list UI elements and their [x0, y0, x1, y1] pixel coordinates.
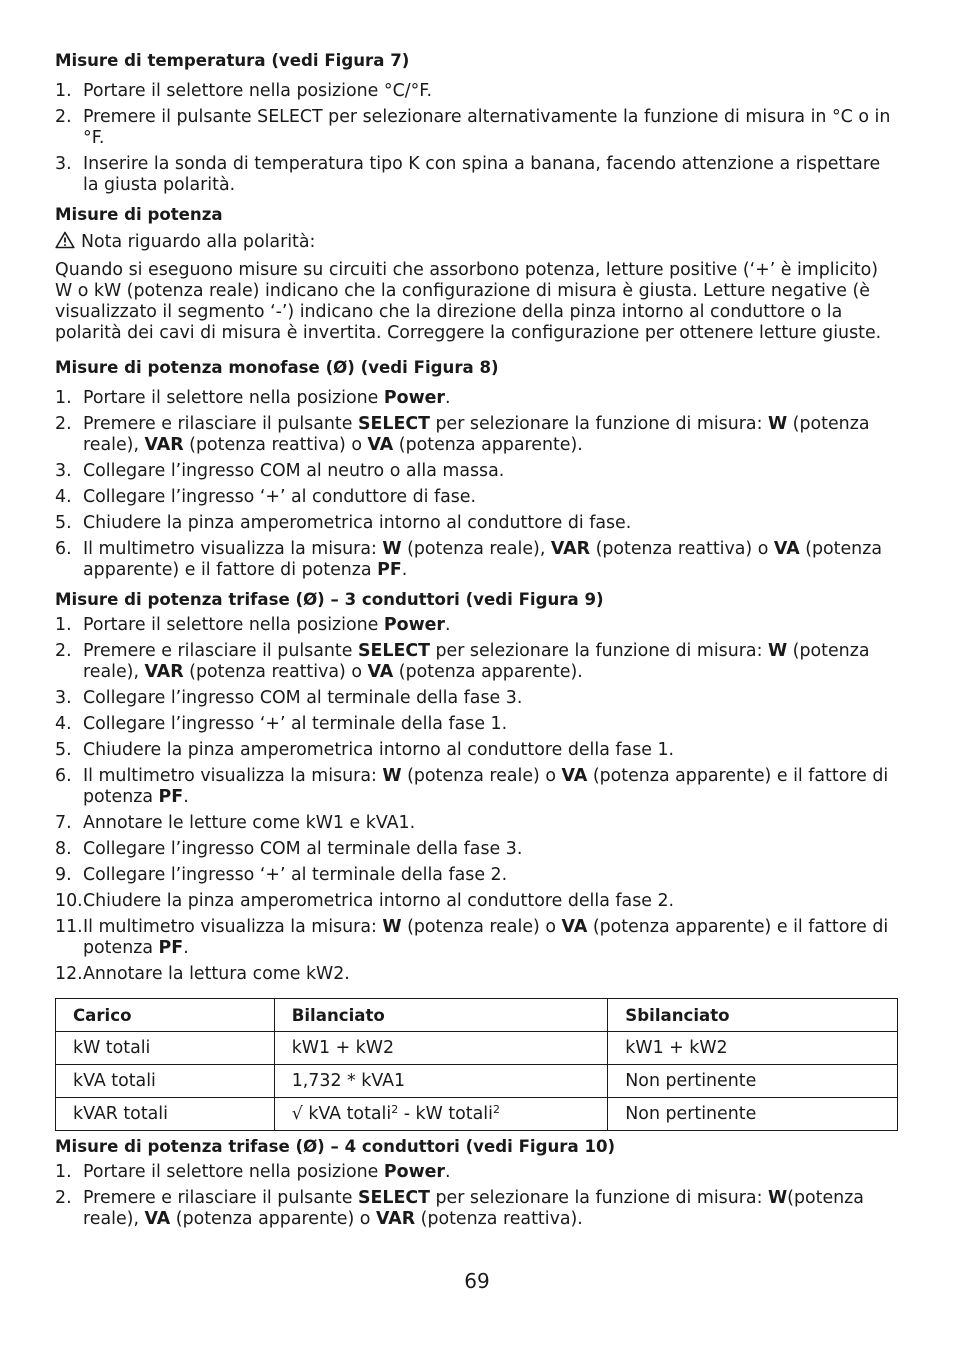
item-text: (potenza reale), [83, 641, 870, 682]
item-bold: PF [158, 938, 184, 958]
item-bold: VAR [144, 435, 184, 455]
item-text: Il multimetro visualizza la misura: [83, 766, 383, 786]
superscript: 2 [391, 1102, 399, 1116]
item-text: Collegare l’ingresso ‘+’ al terminale della fase 2. [83, 865, 508, 885]
item-text: Annotare la lettura come kW2. [83, 964, 350, 984]
item-bold: VA [773, 539, 800, 559]
item-text: . [445, 1162, 451, 1182]
table-cell-formula [274, 1098, 608, 1131]
formula-part: - kW totali [398, 1103, 493, 1124]
item-text: . [183, 787, 189, 807]
item-number: 1. [55, 1162, 72, 1182]
item-text: Premere e rilasciare il pulsante [83, 414, 358, 434]
item-bold: VAR [375, 1209, 416, 1229]
list-item [55, 487, 900, 508]
item-number: 10. [55, 891, 83, 911]
table-row [56, 1065, 898, 1098]
list-item [55, 891, 900, 912]
item-text: Portare il selettore nella posizione [83, 615, 384, 635]
item-bold: W [767, 1188, 788, 1208]
item-text: Inserire la sonda di temperatura tipo K con spina a banana, facendo attenzione a rispettare la giusta polarità. [83, 154, 881, 195]
item-bold: W [767, 641, 788, 661]
item-number: 9. [55, 865, 72, 885]
item-number: 12. [55, 964, 83, 984]
item-text: (potenza apparente). [393, 435, 583, 455]
item-number: 1. [55, 388, 72, 408]
list-item [55, 154, 900, 196]
item-bold: VAR [550, 539, 591, 559]
list-three-phase-4-wire [55, 1162, 900, 1230]
list-single-phase [55, 388, 900, 581]
table-row [56, 1032, 898, 1065]
list-item [55, 688, 900, 709]
item-number: 2. [55, 1188, 72, 1208]
list-item [55, 388, 900, 409]
section-title-three-phase-4-wire: Misure di potenza trifase (Ø) – 4 conduttori (vedi Figura 10) [55, 1137, 616, 1156]
item-number: 5. [55, 740, 72, 760]
item-bold: PF [158, 787, 184, 807]
item-text: per selezionare la funzione di misura: [429, 641, 768, 661]
item-text: (potenza apparente). [393, 662, 583, 682]
item-bold: SELECT [357, 641, 430, 661]
formula-part: √ kVA totali [291, 1103, 392, 1124]
list-three-phase-3-wire [55, 615, 900, 985]
item-bold: VA [561, 766, 588, 786]
item-bold: W [767, 414, 788, 434]
item-text: Annotare le letture come kW1 e kVA1. [83, 813, 416, 833]
item-number: 8. [55, 839, 72, 859]
item-bold: PF [377, 560, 402, 580]
table-cell: Non pertinente [608, 1065, 898, 1098]
item-text: (potenza reattiva). [415, 1209, 583, 1229]
list-item [55, 839, 900, 860]
list-item [55, 917, 900, 959]
item-text: Collegare l’ingresso COM al terminale della fase 3. [83, 688, 523, 708]
item-text: Collegare l’ingresso ‘+’ al conduttore di fase. [83, 487, 477, 507]
item-text: (potenza reattiva) o [183, 662, 368, 682]
table-header-cell: Carico [56, 999, 275, 1032]
item-text: (potenza reale), [83, 1188, 864, 1229]
note-text: Nota riguardo alla polarità: [81, 232, 316, 252]
item-text: (potenza reattiva) o [183, 435, 368, 455]
list-item [55, 107, 900, 149]
item-text: . [445, 615, 451, 635]
item-number: 5. [55, 513, 72, 533]
item-text: Collegare l’ingresso ‘+’ al terminale della fase 1. [83, 714, 508, 734]
item-bold: VA [367, 435, 394, 455]
table-row [56, 1098, 898, 1131]
power-table [55, 998, 898, 1131]
item-text: (potenza apparente) e il fattore di potenza [83, 766, 889, 807]
polarity-note [55, 231, 900, 253]
polarity-paragraph: Quando si eseguono misure su circuiti che assorbono potenza, letture positive (‘+’ è implicito) W o kW (potenza reale) indicano che la configurazione di misura è giusta. Letture negative (è visualizzato il segmento ‘-’) indicano che la direzione della pinza intorno al conduttore o la polarità dei cavi di misura è invertita. Correggere la configurazione per ottenere letture giuste. [55, 260, 882, 343]
item-text: Chiudere la pinza amperometrica intorno al conduttore di fase. [83, 513, 632, 533]
section-title-single-phase: Misure di potenza monofase (Ø) (vedi Figura 8) [55, 358, 499, 377]
warning-icon [55, 231, 75, 249]
item-bold: VA [561, 917, 588, 937]
item-text: (potenza apparente) e il fattore di potenza [83, 539, 882, 580]
item-number: 1. [55, 615, 72, 635]
page-content [55, 50, 900, 1235]
item-bold: Power [383, 1162, 446, 1182]
item-bold: VAR [144, 662, 184, 682]
list-item [55, 81, 900, 102]
item-text: Chiudere la pinza amperometrica intorno al conduttore della fase 2. [83, 891, 675, 911]
table-cell: kVA totali [56, 1065, 275, 1098]
table-cell: kW totali [56, 1032, 275, 1065]
item-text: per selezionare la funzione di misura: [429, 414, 768, 434]
item-bold: VA [144, 1209, 171, 1229]
list-item [55, 641, 900, 683]
page-number: 69 [464, 1269, 490, 1293]
item-text: Premere e rilasciare il pulsante [83, 641, 358, 661]
item-text: Portare il selettore nella posizione [83, 1162, 384, 1182]
item-bold: Power [383, 388, 446, 408]
item-bold: VA [367, 662, 394, 682]
item-text: Chiudere la pinza amperometrica intorno al conduttore della fase 1. [83, 740, 675, 760]
item-number: 4. [55, 714, 72, 734]
table-header-row [56, 999, 898, 1032]
item-number: 2. [55, 641, 72, 661]
table-cell: Non pertinente [608, 1098, 898, 1131]
list-item [55, 414, 900, 456]
item-text: . [445, 388, 451, 408]
list-item [55, 1162, 900, 1183]
item-number: 2. [55, 414, 72, 434]
list-item [55, 813, 900, 834]
list-item [55, 766, 900, 808]
item-text: (potenza reale) o [401, 766, 562, 786]
section-title-three-phase-3-wire: Misure di potenza trifase (Ø) – 3 conduttori (vedi Figura 9) [55, 590, 604, 609]
item-text: (potenza apparente) o [170, 1209, 376, 1229]
list-item [55, 865, 900, 886]
item-text: Il multimetro visualizza la misura: [83, 917, 383, 937]
item-text: Collegare l’ingresso COM al terminale della fase 3. [83, 839, 523, 859]
item-text: (potenza reale) o [401, 917, 562, 937]
item-text: . [183, 938, 189, 958]
list-temperature [55, 81, 900, 196]
item-text: . [401, 560, 408, 580]
item-bold: SELECT [357, 414, 430, 434]
item-number: 7. [55, 813, 72, 833]
item-text: (potenza apparente) e il fattore di potenza [83, 917, 889, 958]
item-bold: W [382, 917, 402, 937]
table-cell: kW1 + kW2 [274, 1032, 608, 1065]
item-number: 6. [55, 539, 72, 559]
item-text: Collegare l’ingresso COM al neutro o alla massa. [83, 461, 505, 481]
item-number: 3. [55, 688, 72, 708]
section-title-temperature: Misure di temperatura (vedi Figura 7) [55, 51, 410, 70]
item-number: 2. [55, 107, 72, 127]
item-bold: W [382, 766, 402, 786]
item-number: 1. [55, 81, 72, 101]
table-header-cell: Sbilanciato [608, 999, 898, 1032]
item-text: Portare il selettore nella posizione [83, 388, 384, 408]
superscript: 2 [492, 1102, 500, 1116]
item-number: 4. [55, 487, 72, 507]
item-bold: SELECT [357, 1188, 430, 1208]
item-bold: W [382, 539, 402, 559]
item-number: 3. [55, 461, 72, 481]
item-number: 3. [55, 154, 72, 174]
item-text: Premere e rilasciare il pulsante [83, 1188, 358, 1208]
list-item [55, 714, 900, 735]
list-item [55, 539, 900, 581]
item-text: Il multimetro visualizza la misura: [83, 539, 383, 559]
list-item [55, 615, 900, 636]
item-bold: Power [383, 615, 446, 635]
item-text: (potenza reale), [83, 414, 870, 455]
section-title-power: Misure di potenza [55, 205, 223, 224]
item-text: Premere il pulsante SELECT per selezionare alternativamente la funzione di misura in °C o in °F. [83, 107, 891, 148]
item-number: 11. [55, 917, 83, 937]
list-item [55, 964, 900, 985]
list-item [55, 740, 900, 761]
table-cell: 1,732 * kVA1 [274, 1065, 608, 1098]
item-number: 6. [55, 766, 72, 786]
list-item [55, 1188, 900, 1230]
item-text: Portare il selettore nella posizione °C/°F. [83, 81, 432, 101]
table-cell: kW1 + kW2 [608, 1032, 898, 1065]
table-header-cell: Bilanciato [274, 999, 608, 1032]
item-text: (potenza reattiva) o [590, 539, 774, 559]
table-cell: kVAR totali [56, 1098, 275, 1131]
list-item [55, 513, 900, 534]
item-text: per selezionare la funzione di misura: [429, 1188, 768, 1208]
item-text: (potenza reale), [401, 539, 551, 559]
list-item [55, 461, 900, 482]
